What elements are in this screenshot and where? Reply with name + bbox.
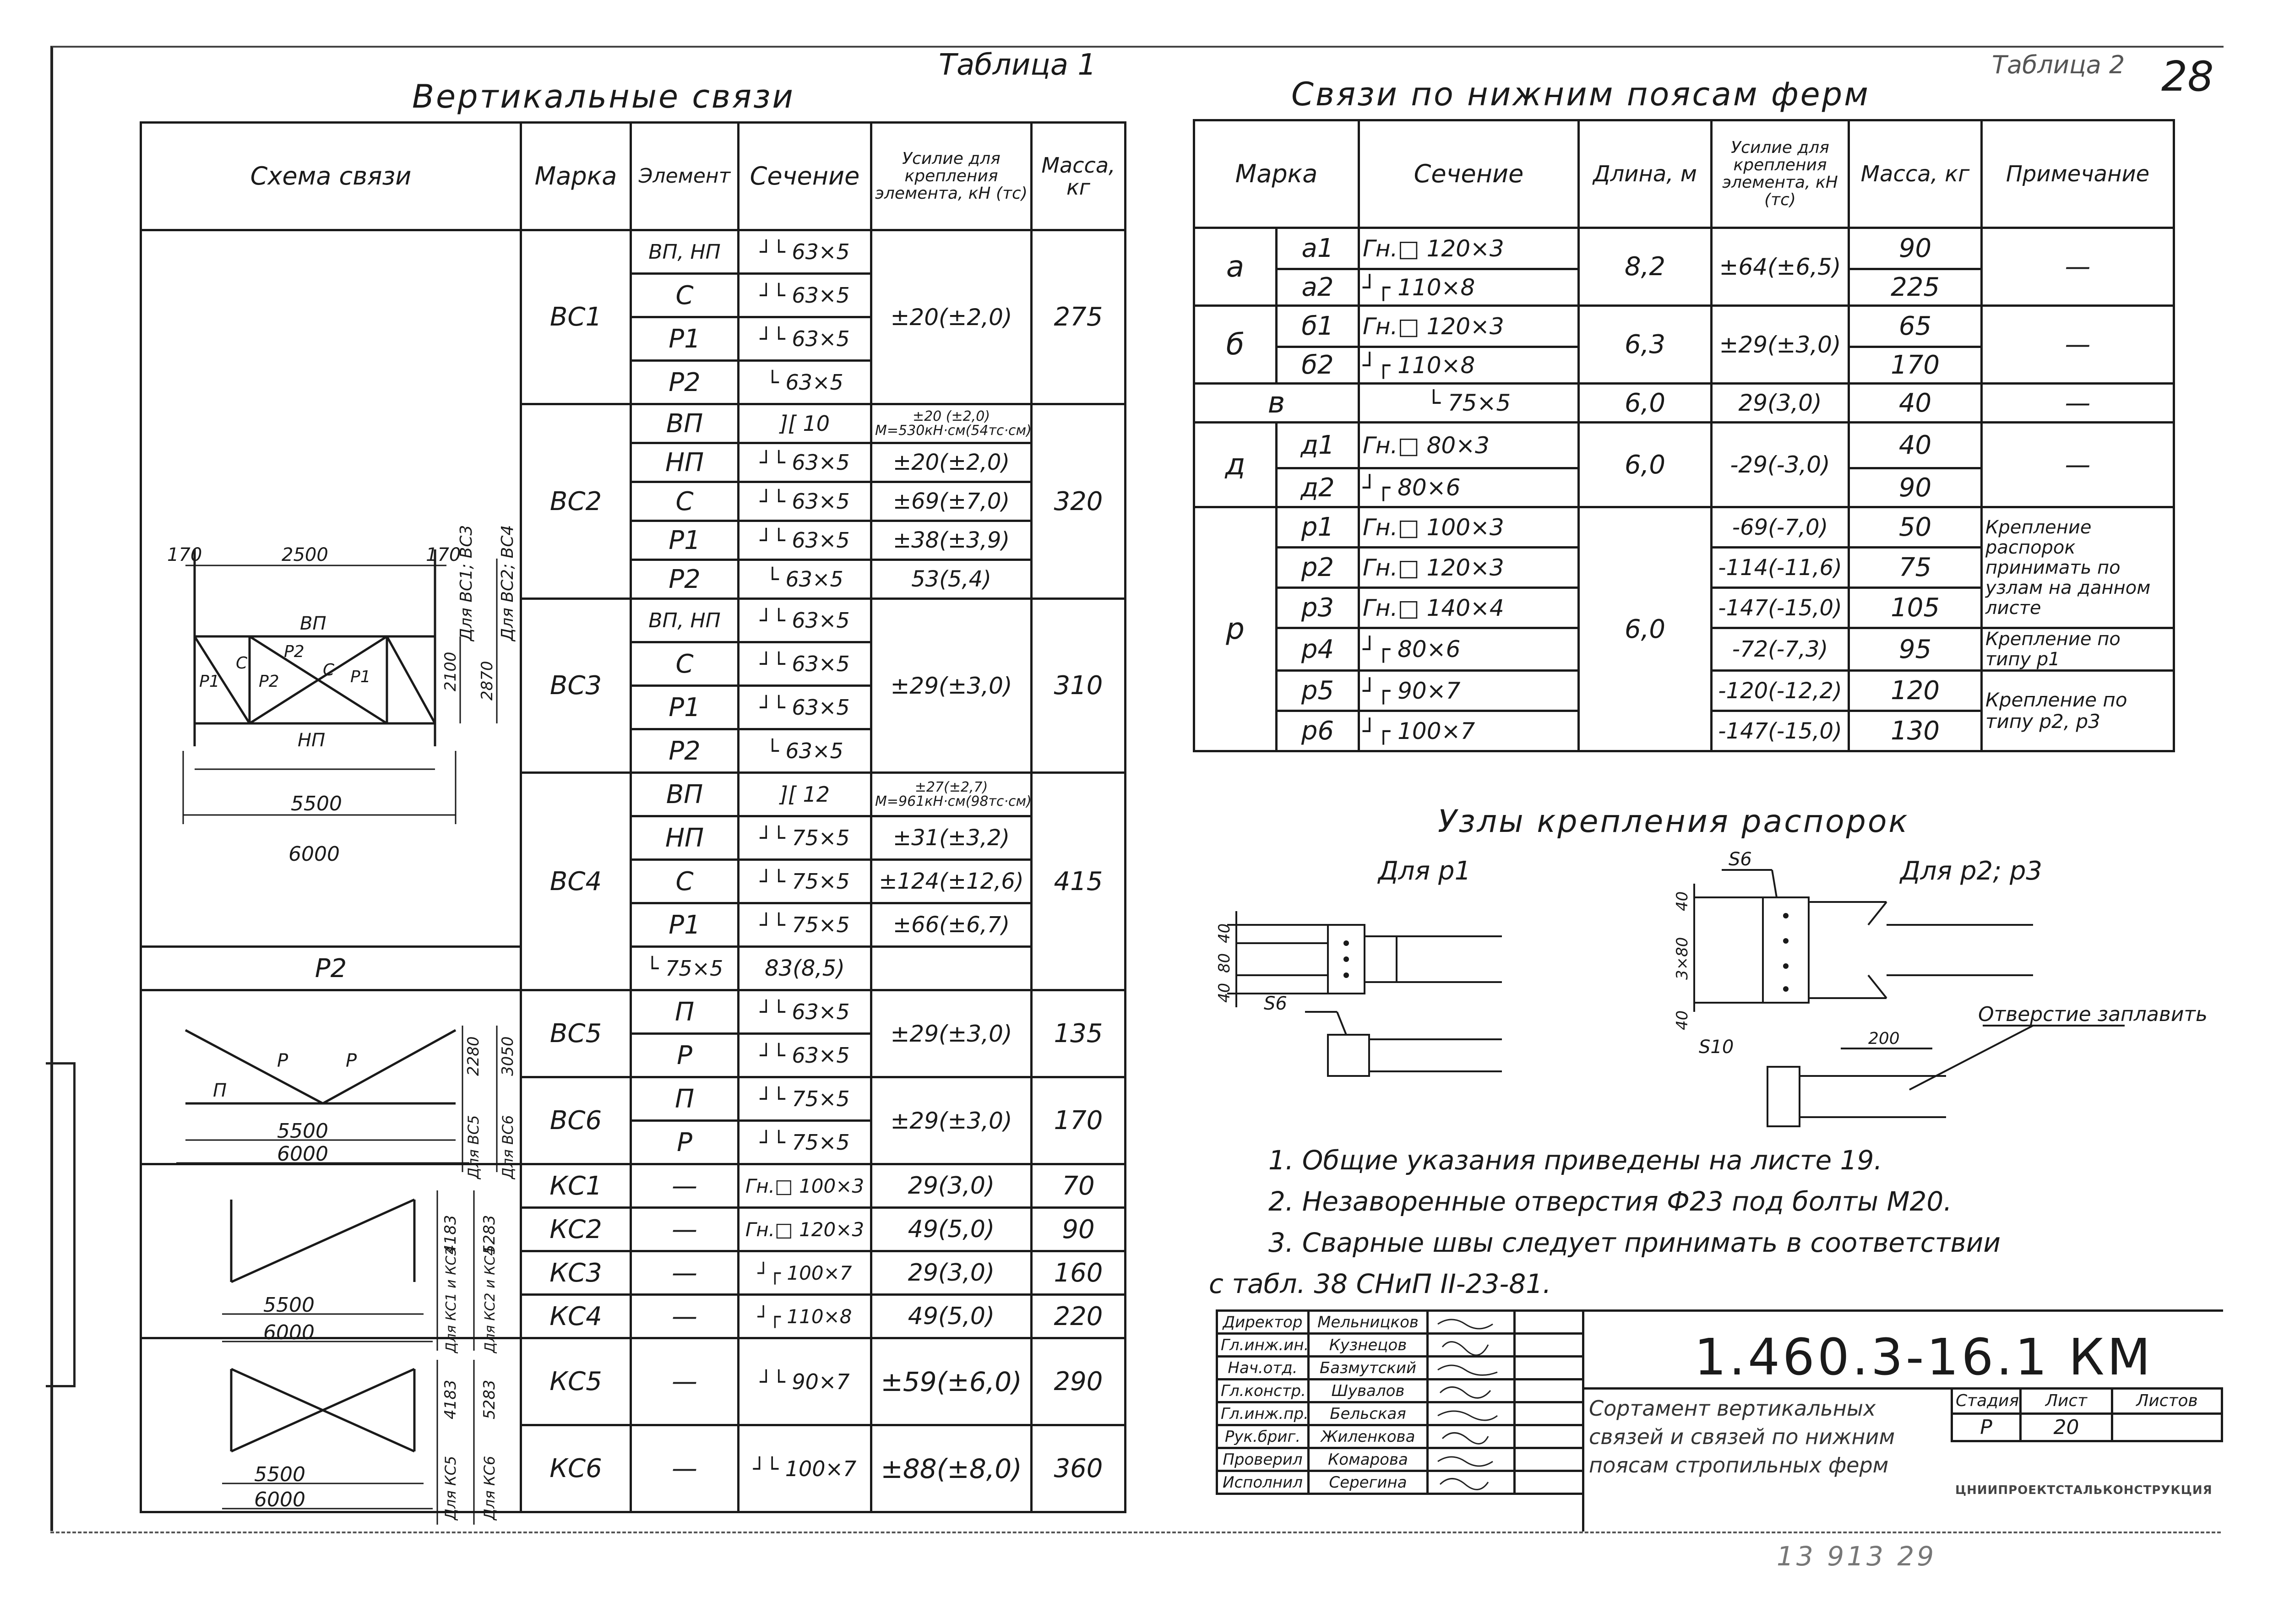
dim-4183: 4183 <box>441 1380 460 1419</box>
hdr-mass: Масса, кг <box>1032 123 1126 230</box>
mass-cell: 135 <box>1032 990 1126 1077</box>
mark-cell: д <box>1194 423 1277 507</box>
section-cell: ┘┌ 100×7 <box>1359 711 1579 751</box>
role-cell: Исполнил <box>1217 1471 1309 1494</box>
section-cell: ┘└ 63×5 <box>739 317 871 361</box>
date-cell <box>1515 1357 1583 1380</box>
note-2: 2. Незаворенные отверстия Ф23 под болты М20. <box>1268 1186 1952 1217</box>
element-cell: Р1 <box>631 317 739 361</box>
section-cell: ┘└ 63×5 <box>739 274 871 317</box>
scheme-ks1-ks4 <box>140 1181 520 1355</box>
section-cell: Гн.□ 120×3 <box>1359 306 1579 347</box>
mark-cell: ВС3 <box>521 599 631 773</box>
force-cell: ±31(±3,2) <box>871 816 1032 860</box>
label-pp: П <box>213 1080 227 1101</box>
node-detail-p1 <box>1209 897 1557 1103</box>
note-cell: Крепление распорок принимать по узлам на данном листе <box>1982 507 2174 628</box>
role-cell: Директор <box>1217 1311 1309 1334</box>
length-cell: 6,3 <box>1579 306 1712 384</box>
note-4: с табл. 38 СНиП II-23-81. <box>1209 1268 1551 1299</box>
label-p-right: Р <box>346 1050 357 1071</box>
submark-cell: р6 <box>1277 711 1359 751</box>
date-cell <box>1515 1402 1583 1425</box>
force-cell: ±20(±2,0) <box>871 230 1032 404</box>
note-cell: — <box>1982 423 2174 507</box>
length-cell: 6,0 <box>1579 507 1712 751</box>
mass-cell: 275 <box>1032 230 1126 404</box>
section-cell: ┘└ 63×5 <box>739 642 871 686</box>
force-cell: ±66(±6,7) <box>871 903 1032 947</box>
element-cell: С <box>631 860 739 903</box>
element-cell: П <box>631 990 739 1034</box>
mass-cell: 160 <box>1032 1251 1126 1295</box>
force-cell: 83(8,5) <box>739 947 871 990</box>
node2-label: Для р2; р3 <box>1900 856 2043 886</box>
mark-cell: ВС1 <box>521 230 631 404</box>
section-cell: ┘└ 63×5 <box>739 990 871 1034</box>
mark-cell: б <box>1194 306 1277 384</box>
label-p1-left: Р1 <box>199 672 220 691</box>
hdr-mark: Марка <box>521 123 631 230</box>
sheet-bottom-line <box>50 1532 2221 1533</box>
submark-cell: б1 <box>1277 306 1359 347</box>
force-cell: -147(-15,0) <box>1712 711 1849 751</box>
element-cell: — <box>631 1208 739 1251</box>
mass-cell: 75 <box>1849 548 1982 588</box>
stamp-code: 1.460.3-16.1 КМ <box>1694 1328 2153 1386</box>
dim-170-left: 170 <box>167 544 202 565</box>
role-cell: Гл.инж.ин. <box>1217 1334 1309 1357</box>
sheets-header: Листов <box>2112 1389 2222 1414</box>
section-cell: ┘┌ 100×7 <box>739 1251 871 1295</box>
date-cell <box>1515 1448 1583 1471</box>
mass-cell: 220 <box>1032 1295 1126 1338</box>
mark-cell: ВС2 <box>521 404 631 599</box>
stage-header: Стадия <box>1952 1389 2021 1414</box>
hdr-force: Усилие для крепления элемента, кН (тс) <box>871 123 1032 230</box>
length-cell: 6,0 <box>1579 423 1712 507</box>
element-cell: Р1 <box>631 686 739 729</box>
role-cell: Проверил <box>1217 1448 1309 1471</box>
note-3: 3. Сварные швы следует принимать в соответствии <box>1268 1227 2001 1258</box>
role-cell: Гл.констр. <box>1217 1380 1309 1402</box>
section-cell: ┘└ 75×5 <box>739 860 871 903</box>
section-cell: ┘└ 75×5 <box>739 1077 871 1121</box>
sheet-number: 28 <box>2161 53 2214 101</box>
force-cell: 29(3,0) <box>1712 384 1849 423</box>
force-cell: 29(3,0) <box>871 1164 1032 1208</box>
note-cell: — <box>1982 306 2174 384</box>
section-cell: Гн.□ 100×3 <box>1359 507 1579 548</box>
label-for-ks1-ks3: Для КС1 и КС3 <box>443 1247 459 1353</box>
mark-cell: ВС6 <box>521 1077 631 1164</box>
name-cell: Серегина <box>1309 1471 1428 1494</box>
stamp-organization: ЦНИИПРОЕКТСТАЛЬКОНСТРУКЦИЯ <box>1955 1483 2213 1497</box>
submark-cell: р3 <box>1277 588 1359 628</box>
right-table-label: Таблица 2 <box>1992 50 2125 79</box>
name-cell: Мельницков <box>1309 1311 1428 1334</box>
mass-cell: 360 <box>1032 1425 1126 1512</box>
element-cell: — <box>631 1425 739 1512</box>
hdr-element: Элемент <box>631 123 739 230</box>
element-cell: ВП, НП <box>631 230 739 274</box>
dim-40-top: 40 <box>1215 923 1234 943</box>
label-for-vs1-vs3: Для ВС1; ВС3 <box>457 525 476 641</box>
dim-6000: 6000 <box>254 1488 305 1511</box>
label-vp: ВП <box>300 613 326 634</box>
element-cell: — <box>631 1338 739 1425</box>
dim-80: 80 <box>1215 953 1234 973</box>
note-cell: Крепление по типу р1 <box>1982 628 2174 671</box>
force-cell: ±124(±12,6) <box>871 860 1032 903</box>
dim-5500: 5500 <box>254 1463 305 1486</box>
title-block-signatures <box>1216 1309 1584 1495</box>
force-cell: 53(5,4) <box>871 560 1032 599</box>
dim-40-bottom: 40 <box>1673 1010 1691 1030</box>
element-cell: Р1 <box>631 521 739 560</box>
right-title: Связи по нижним поясам ферм <box>1291 76 1870 113</box>
date-cell <box>1515 1471 1583 1494</box>
section-cell: ┘┌ 110×8 <box>739 1295 871 1338</box>
dim-40-bottom: 40 <box>1215 983 1234 1003</box>
stage-value: Р <box>1952 1414 2021 1441</box>
submark-cell: а1 <box>1277 228 1359 269</box>
dim-6000: 6000 <box>277 1142 328 1166</box>
dim-2100: 2100 <box>441 652 460 691</box>
mass-cell: 225 <box>1849 269 1982 306</box>
submark-cell: д1 <box>1277 423 1359 468</box>
weld-s6: S6 <box>1264 993 1287 1014</box>
mass-cell: 50 <box>1849 507 1982 548</box>
submark-cell: р4 <box>1277 628 1359 671</box>
element-cell: П <box>631 1077 739 1121</box>
section-cell: └ 63×5 <box>739 560 871 599</box>
force-cell: ±69(±7,0) <box>871 482 1032 521</box>
hole-weld-note: Отверстие заплавить <box>1978 1003 2208 1026</box>
force-cell: ±27(±2,7) М=961кН·см(98тс·см) <box>871 773 1032 816</box>
force-cell: ±29(±3,0) <box>871 599 1032 773</box>
stamp-stage-sheet <box>1951 1387 2223 1442</box>
label-for-ks5: Для КС5 <box>442 1456 459 1520</box>
mass-cell: 170 <box>1032 1077 1126 1164</box>
dim-5500: 5500 <box>291 792 342 815</box>
name-cell: Жиленкова <box>1309 1425 1428 1448</box>
mark-cell: р <box>1194 507 1277 751</box>
dim-5500: 5500 <box>277 1119 328 1143</box>
node1-label: Для р1 <box>1378 856 1471 886</box>
section-cell: ┘└ 75×5 <box>739 903 871 947</box>
mark-cell: КС2 <box>521 1208 631 1251</box>
note-cell: Крепление по типу р2, р3 <box>1982 671 2174 751</box>
dim-5283: 5283 <box>480 1380 499 1419</box>
section-cell: ┘└ 90×7 <box>739 1338 871 1425</box>
mark-cell: КС1 <box>521 1164 631 1208</box>
section-cell: Гн.□ 120×3 <box>739 1208 871 1251</box>
name-cell: Базмутский <box>1309 1357 1428 1380</box>
force-cell: ±20(±2,0) <box>871 443 1032 482</box>
element-cell: Р2 <box>631 361 739 404</box>
label-p1-right: Р1 <box>350 668 371 686</box>
mass-cell: 120 <box>1849 671 1982 711</box>
section-cell: Гн.□ 100×3 <box>739 1164 871 1208</box>
bottom-code: 13 913 29 <box>1777 1541 1937 1572</box>
force-cell: -72(-7,3) <box>1712 628 1849 671</box>
section-cell: Гн.□ 140×4 <box>1359 588 1579 628</box>
force-cell: ±29(±3,0) <box>1712 306 1849 384</box>
length-cell: 6,0 <box>1579 384 1712 423</box>
force-cell: 49(5,0) <box>871 1295 1032 1338</box>
element-cell: С <box>631 274 739 317</box>
name-cell: Кузнецов <box>1309 1334 1428 1357</box>
mass-cell: 320 <box>1032 404 1126 599</box>
section-cell: └ 63×5 <box>739 729 871 773</box>
section-cell: ┘└ 63×5 <box>739 482 871 521</box>
hdr-section: Сечение <box>1359 120 1579 228</box>
dim-200: 200 <box>1868 1029 1900 1048</box>
mass-cell: 70 <box>1032 1164 1126 1208</box>
mark-cell: а <box>1194 228 1277 306</box>
label-for-vs5: Для ВС5 <box>465 1115 482 1179</box>
mark-cell: ВС4 <box>521 773 631 990</box>
element-cell: НП <box>631 816 739 860</box>
force-cell: ±29(±3,0) <box>871 1077 1032 1164</box>
element-cell: ВП, НП <box>631 599 739 642</box>
force-cell: -114(-11,6) <box>1712 548 1849 588</box>
section-cell: Гн.□ 120×3 <box>1359 228 1579 269</box>
date-cell <box>1515 1311 1583 1334</box>
signatures <box>1429 1310 1516 1494</box>
element-cell: — <box>631 1295 739 1338</box>
dim-4183: 4183 <box>441 1215 460 1255</box>
label-for-ks6: Для КС6 <box>481 1456 498 1520</box>
force-cell: ±29(±3,0) <box>871 990 1032 1077</box>
section-cell: ┘┌ 80×6 <box>1359 468 1579 507</box>
dim-3x80: 3×80 <box>1673 937 1691 980</box>
force-cell: ±59(±6,0) <box>871 1338 1032 1425</box>
force-cell: ±64(±6,5) <box>1712 228 1849 306</box>
mark-cell: в <box>1194 384 1359 423</box>
left-table-label: Таблица 1 <box>939 48 1097 82</box>
name-cell: Комарова <box>1309 1448 1428 1471</box>
force-cell: ±88(±8,0) <box>871 1425 1032 1512</box>
sheets-value <box>2112 1414 2222 1441</box>
name-cell: Шувалов <box>1309 1380 1428 1402</box>
section-cell: ][ 10 <box>739 404 871 443</box>
mark-cell: КС4 <box>521 1295 631 1338</box>
label-c-right: С <box>323 661 335 679</box>
note-cell: — <box>1982 228 2174 306</box>
element-cell: — <box>631 1164 739 1208</box>
nodes-title: Узлы крепления распорок <box>1438 804 1909 840</box>
force-cell: 49(5,0) <box>871 1208 1032 1251</box>
dim-5283: 5283 <box>480 1215 499 1255</box>
mark-cell: КС5 <box>521 1338 631 1425</box>
mass-cell: 65 <box>1849 306 1982 347</box>
section-cell: Гн.□ 120×3 <box>1359 548 1579 588</box>
section-cell: ┘└ 63×5 <box>739 1034 871 1077</box>
hdr-section: Сечение <box>739 123 871 230</box>
label-for-ks2-ks4: Для КС2 и КС4 <box>482 1247 498 1353</box>
mass-cell: 105 <box>1849 588 1982 628</box>
submark-cell: б2 <box>1277 347 1359 384</box>
hdr-mass: Масса, кг <box>1849 120 1982 228</box>
submark-cell: а2 <box>1277 269 1359 306</box>
element-cell: Р <box>631 1121 739 1164</box>
date-cell <box>1515 1425 1583 1448</box>
element-cell: Р <box>631 1034 739 1077</box>
section-cell: ┘└ 100×7 <box>739 1425 871 1512</box>
length-cell: 8,2 <box>1579 228 1712 306</box>
hdr-note: Примечание <box>1982 120 2174 228</box>
dim-6000: 6000 <box>288 842 340 866</box>
element-cell: С <box>631 642 739 686</box>
mark-cell: КС3 <box>521 1251 631 1295</box>
label-for-vs6: Для ВС6 <box>499 1115 517 1179</box>
mass-cell: 40 <box>1849 384 1982 423</box>
node-detail-p2-p3 <box>1667 849 2208 1135</box>
element-cell: НП <box>631 443 739 482</box>
element-cell: ВП <box>631 404 739 443</box>
force-cell: -120(-12,2) <box>1712 671 1849 711</box>
force-cell: ±20 (±2,0) М=530кН·см(54тс·см) <box>871 404 1032 443</box>
dim-3050: 3050 <box>499 1036 517 1076</box>
note-cell: — <box>1982 384 2174 423</box>
label-for-vs2-vs4: Для ВС2; ВС4 <box>498 525 517 641</box>
section-cell: ┘└ 63×5 <box>739 230 871 274</box>
section-cell: ┘┌ 80×6 <box>1359 628 1579 671</box>
section-cell: Гн.□ 80×3 <box>1359 423 1579 468</box>
truss-lines <box>195 549 435 746</box>
section-cell: ┘┌ 110×8 <box>1359 347 1579 384</box>
role-cell: Гл.инж.пр. <box>1217 1402 1309 1425</box>
label-p2-top: Р2 <box>284 642 305 661</box>
mass-cell: 90 <box>1849 228 1982 269</box>
scheme-ks5-ks6 <box>140 1355 520 1529</box>
force-cell: 29(3,0) <box>871 1251 1032 1295</box>
section-cell: ][ 12 <box>739 773 871 816</box>
mark-cell: ВС5 <box>521 990 631 1077</box>
lower-chord-bracing-table <box>1193 119 2175 752</box>
hdr-scheme: Схема связи <box>141 123 521 230</box>
section-cell: ┘└ 75×5 <box>739 1121 871 1164</box>
dim-170-right: 170 <box>426 544 461 565</box>
section-cell: ┘└ 75×5 <box>739 816 871 860</box>
weld-s6: S6 <box>1729 849 1752 870</box>
scheme-vs1-vs4 <box>140 229 520 1007</box>
mass-cell: 90 <box>1849 468 1982 507</box>
hdr-length: Длина, м <box>1579 120 1712 228</box>
mass-cell: 310 <box>1032 599 1126 773</box>
element-cell: Р2 <box>631 729 739 773</box>
label-np: НП <box>298 730 326 751</box>
section-cell: └ 75×5 <box>1359 384 1579 423</box>
section-cell: ┘└ 63×5 <box>739 599 871 642</box>
element-cell: ВП <box>631 773 739 816</box>
mass-cell: 415 <box>1032 773 1126 990</box>
force-cell: ±38(±3,9) <box>871 521 1032 560</box>
dim-5500: 5500 <box>263 1293 315 1317</box>
label-c-left: С <box>236 654 248 673</box>
element-cell: — <box>631 1251 739 1295</box>
section-cell: ┘┌ 90×7 <box>1359 671 1579 711</box>
element-cell: С <box>631 482 739 521</box>
mass-cell: 290 <box>1032 1338 1126 1425</box>
sheet-value: 20 <box>2021 1414 2112 1441</box>
dim-2280: 2280 <box>464 1036 483 1076</box>
mark-cell: КС6 <box>521 1425 631 1512</box>
section-cell: ┘└ 63×5 <box>739 521 871 560</box>
hdr-mark: Марка <box>1194 120 1359 228</box>
mass-cell: 130 <box>1849 711 1982 751</box>
section-cell: └ 75×5 <box>631 947 739 990</box>
name-cell: Бельская <box>1309 1402 1428 1425</box>
left-title: Вертикальные связи <box>412 78 795 115</box>
stamp-title: Сортамент вертикальных связей и связей по нижним поясам стропильных ферм <box>1589 1396 1895 1477</box>
submark-cell: р2 <box>1277 548 1359 588</box>
binding-strip <box>46 1062 76 1387</box>
note-1: 1. Общие указания приведены на листе 19. <box>1268 1145 1882 1176</box>
dim-2500: 2500 <box>282 544 328 565</box>
submark-cell: р5 <box>1277 671 1359 711</box>
date-cell <box>1515 1334 1583 1357</box>
section-cell: ┘┌ 110×8 <box>1359 269 1579 306</box>
dim-2870: 2870 <box>478 661 496 701</box>
dim-40-top: 40 <box>1673 891 1691 911</box>
dim-6000: 6000 <box>263 1321 315 1344</box>
element-cell: Р1 <box>631 903 739 947</box>
force-cell: -29(-3,0) <box>1712 423 1849 507</box>
label-p2-left: Р2 <box>259 672 279 691</box>
mass-cell: 40 <box>1849 423 1982 468</box>
mass-cell: 95 <box>1849 628 1982 671</box>
force-cell: -147(-15,0) <box>1712 588 1849 628</box>
section-cell: └ 63×5 <box>739 361 871 404</box>
hdr-force: Усилие для крепления элемента, кН (тс) <box>1712 120 1849 228</box>
mass-cell: 90 <box>1032 1208 1126 1251</box>
section-cell: ┘└ 63×5 <box>739 443 871 482</box>
weld-s10: S10 <box>1699 1037 1734 1058</box>
scheme-vs5-vs6 <box>140 1007 520 1181</box>
submark-cell: р1 <box>1277 507 1359 548</box>
submark-cell: д2 <box>1277 468 1359 507</box>
element-cell: Р2 <box>141 947 521 990</box>
role-cell: Рук.бриг. <box>1217 1425 1309 1448</box>
date-cell <box>1515 1380 1583 1402</box>
mass-cell: 170 <box>1849 347 1982 384</box>
element-cell: Р2 <box>631 560 739 599</box>
label-p-left: Р <box>277 1050 288 1071</box>
section-cell: ┘└ 63×5 <box>739 686 871 729</box>
force-cell: -69(-7,0) <box>1712 507 1849 548</box>
sheet-header: Лист <box>2021 1389 2112 1414</box>
role-cell: Нач.отд. <box>1217 1357 1309 1380</box>
